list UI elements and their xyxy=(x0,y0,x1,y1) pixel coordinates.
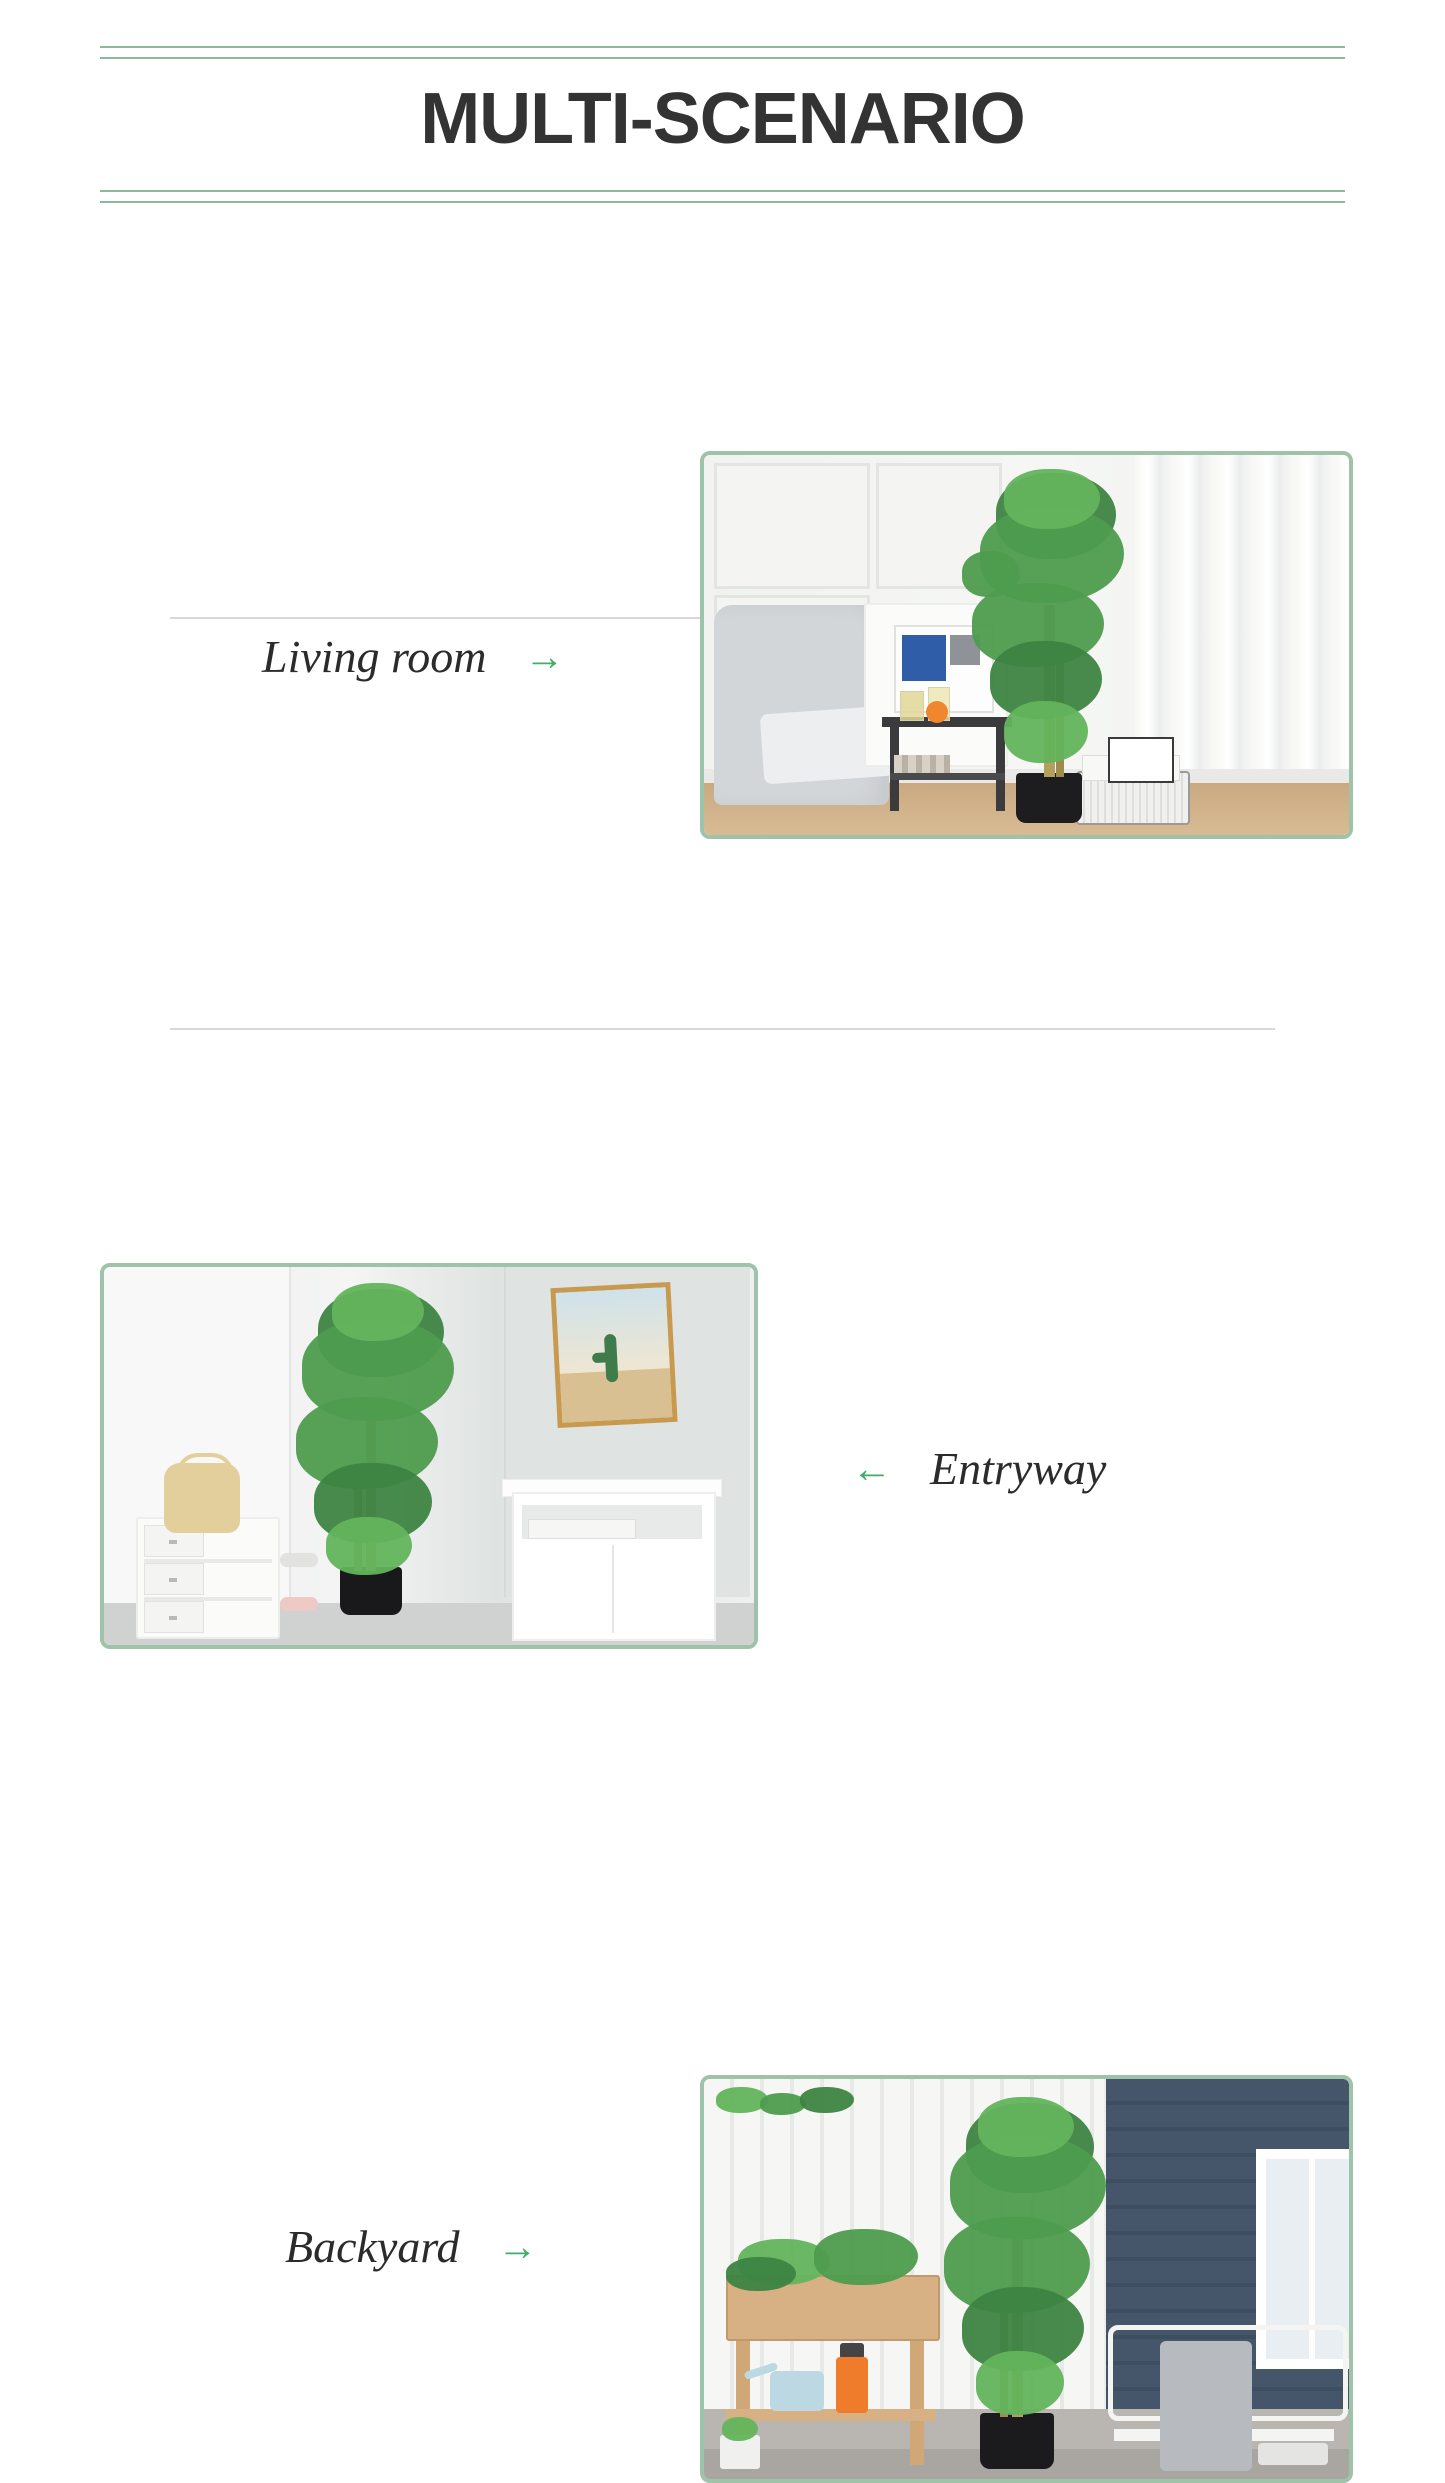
scene-label-text-backyard: Backyard xyxy=(285,2221,460,2272)
header xyxy=(0,0,1445,218)
cabinet-door-gap xyxy=(612,1545,614,1633)
scene-label-text-living-room: Living room xyxy=(262,631,487,682)
scene-row-entryway xyxy=(0,630,1445,1494)
header-rule-bottom-inner xyxy=(100,190,1345,192)
arrow-right-icon: → xyxy=(524,634,565,679)
hanging-vine xyxy=(716,2087,876,2151)
scene-row-living-room xyxy=(0,225,1445,682)
foliage xyxy=(800,2087,854,2113)
watering-can xyxy=(770,2371,824,2411)
header-rule-top-outer xyxy=(100,46,1345,48)
shoes xyxy=(280,1597,318,1611)
scene-photo-backyard xyxy=(700,2075,1353,2483)
metal-bench xyxy=(1108,2325,1338,2475)
scene-label-entryway xyxy=(852,1442,1106,1495)
planter-leg xyxy=(910,2337,924,2465)
foliage xyxy=(760,2093,806,2115)
grey-throw-blanket xyxy=(1160,2341,1252,2471)
drawer-knob xyxy=(169,1616,177,1620)
drawer xyxy=(144,1601,204,1633)
arrow-right-icon: → xyxy=(497,2224,538,2269)
shoes xyxy=(280,1553,318,1567)
backyard-illustration xyxy=(704,2079,1349,2479)
plant-pot xyxy=(980,2413,1054,2469)
bench-cushion xyxy=(1258,2443,1328,2465)
drawer xyxy=(144,1563,204,1595)
scene-label-text-entryway: Entryway xyxy=(930,1443,1107,1494)
shoe-bench xyxy=(136,1517,280,1639)
header-rule-top-inner xyxy=(100,57,1345,59)
pump-sprayer xyxy=(836,2357,868,2413)
wall-panel xyxy=(714,463,870,589)
planter-lower-shelf xyxy=(726,2409,936,2421)
page-title: MULTI-SCENARIO xyxy=(420,79,1025,159)
books-stack xyxy=(528,1519,636,1539)
drawer-knob xyxy=(169,1540,177,1544)
backpack xyxy=(164,1463,240,1533)
scene-label-backyard xyxy=(285,2220,538,2273)
arrow-left-icon: ← xyxy=(852,1446,892,1491)
header-rule-bottom-outer xyxy=(100,201,1345,203)
section-divider-2 xyxy=(170,1028,1275,1030)
drawer-knob xyxy=(169,1578,177,1582)
